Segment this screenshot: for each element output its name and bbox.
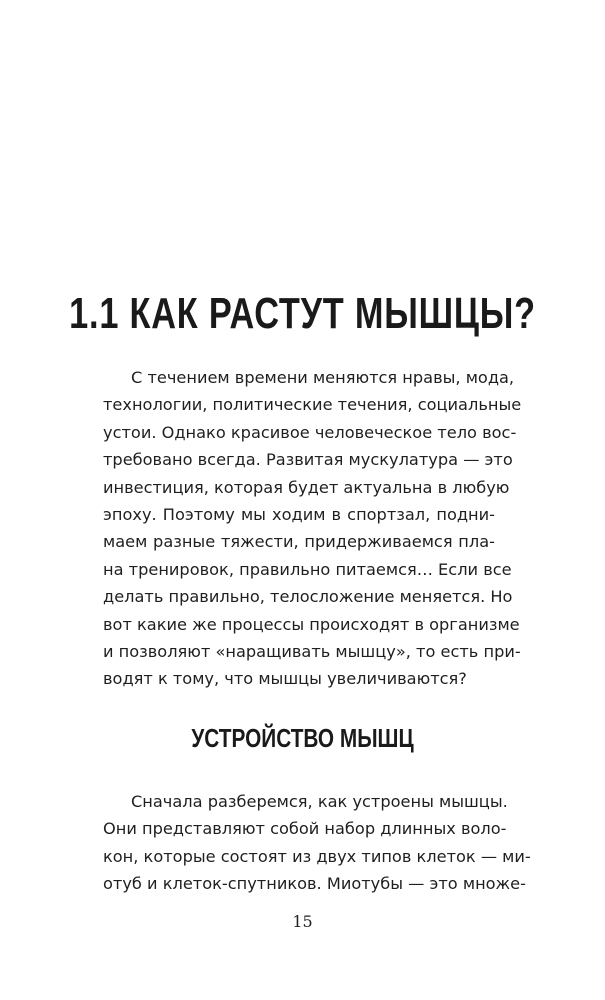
paragraph-line: Они представляют собой набор длинных воло- (103, 819, 507, 839)
paragraph-line: эпоху. Поэтому мы ходим в спортзал, подни- (103, 505, 495, 525)
section-title: УСТРОЙСТВО МЫШЦ (191, 723, 414, 753)
paragraph-line: инвестиция, которая будет актуальна в любую (103, 477, 510, 497)
paragraph-line: вот какие же процессы происходят в организме (103, 614, 520, 634)
paragraph-line: на тренировок, правильно питаемся… Если все (103, 559, 512, 579)
paragraph-line: маем разные тяжести, придерживаемся пла- (103, 532, 495, 552)
paragraph-line: кон, которые состоят из двух типов клеток — ми- (103, 846, 531, 866)
paragraph-line: С течением времени меняются нравы, мода, (131, 368, 515, 387)
paragraph-line: требовано всегда. Развитая мускулатура — это (103, 450, 513, 470)
paragraph-line: и позволяют «наращивать мышцу», то есть при- (103, 642, 521, 662)
section-paragraph (103, 788, 531, 898)
chapter-title: 1.1 КАК РАСТУТ МЫШЦЫ? (69, 289, 536, 338)
paragraph-line: Сначала разберемся, как устроены мышцы. (131, 792, 508, 811)
paragraph-line: отуб и клеток-спутников. Миотубы — это множе- (103, 874, 526, 894)
intro-paragraph (103, 364, 522, 693)
page-number: 15 (292, 912, 313, 931)
paragraph-line: делать правильно, телосложение меняется. Но (103, 587, 513, 607)
paragraph-line: устои. Однако красивое человеческое тело вос- (103, 422, 517, 442)
paragraph-line: водят к тому, что мышцы увеличиваются? (103, 669, 467, 689)
paragraph-line: технологии, политические течения, социальные (103, 395, 522, 415)
